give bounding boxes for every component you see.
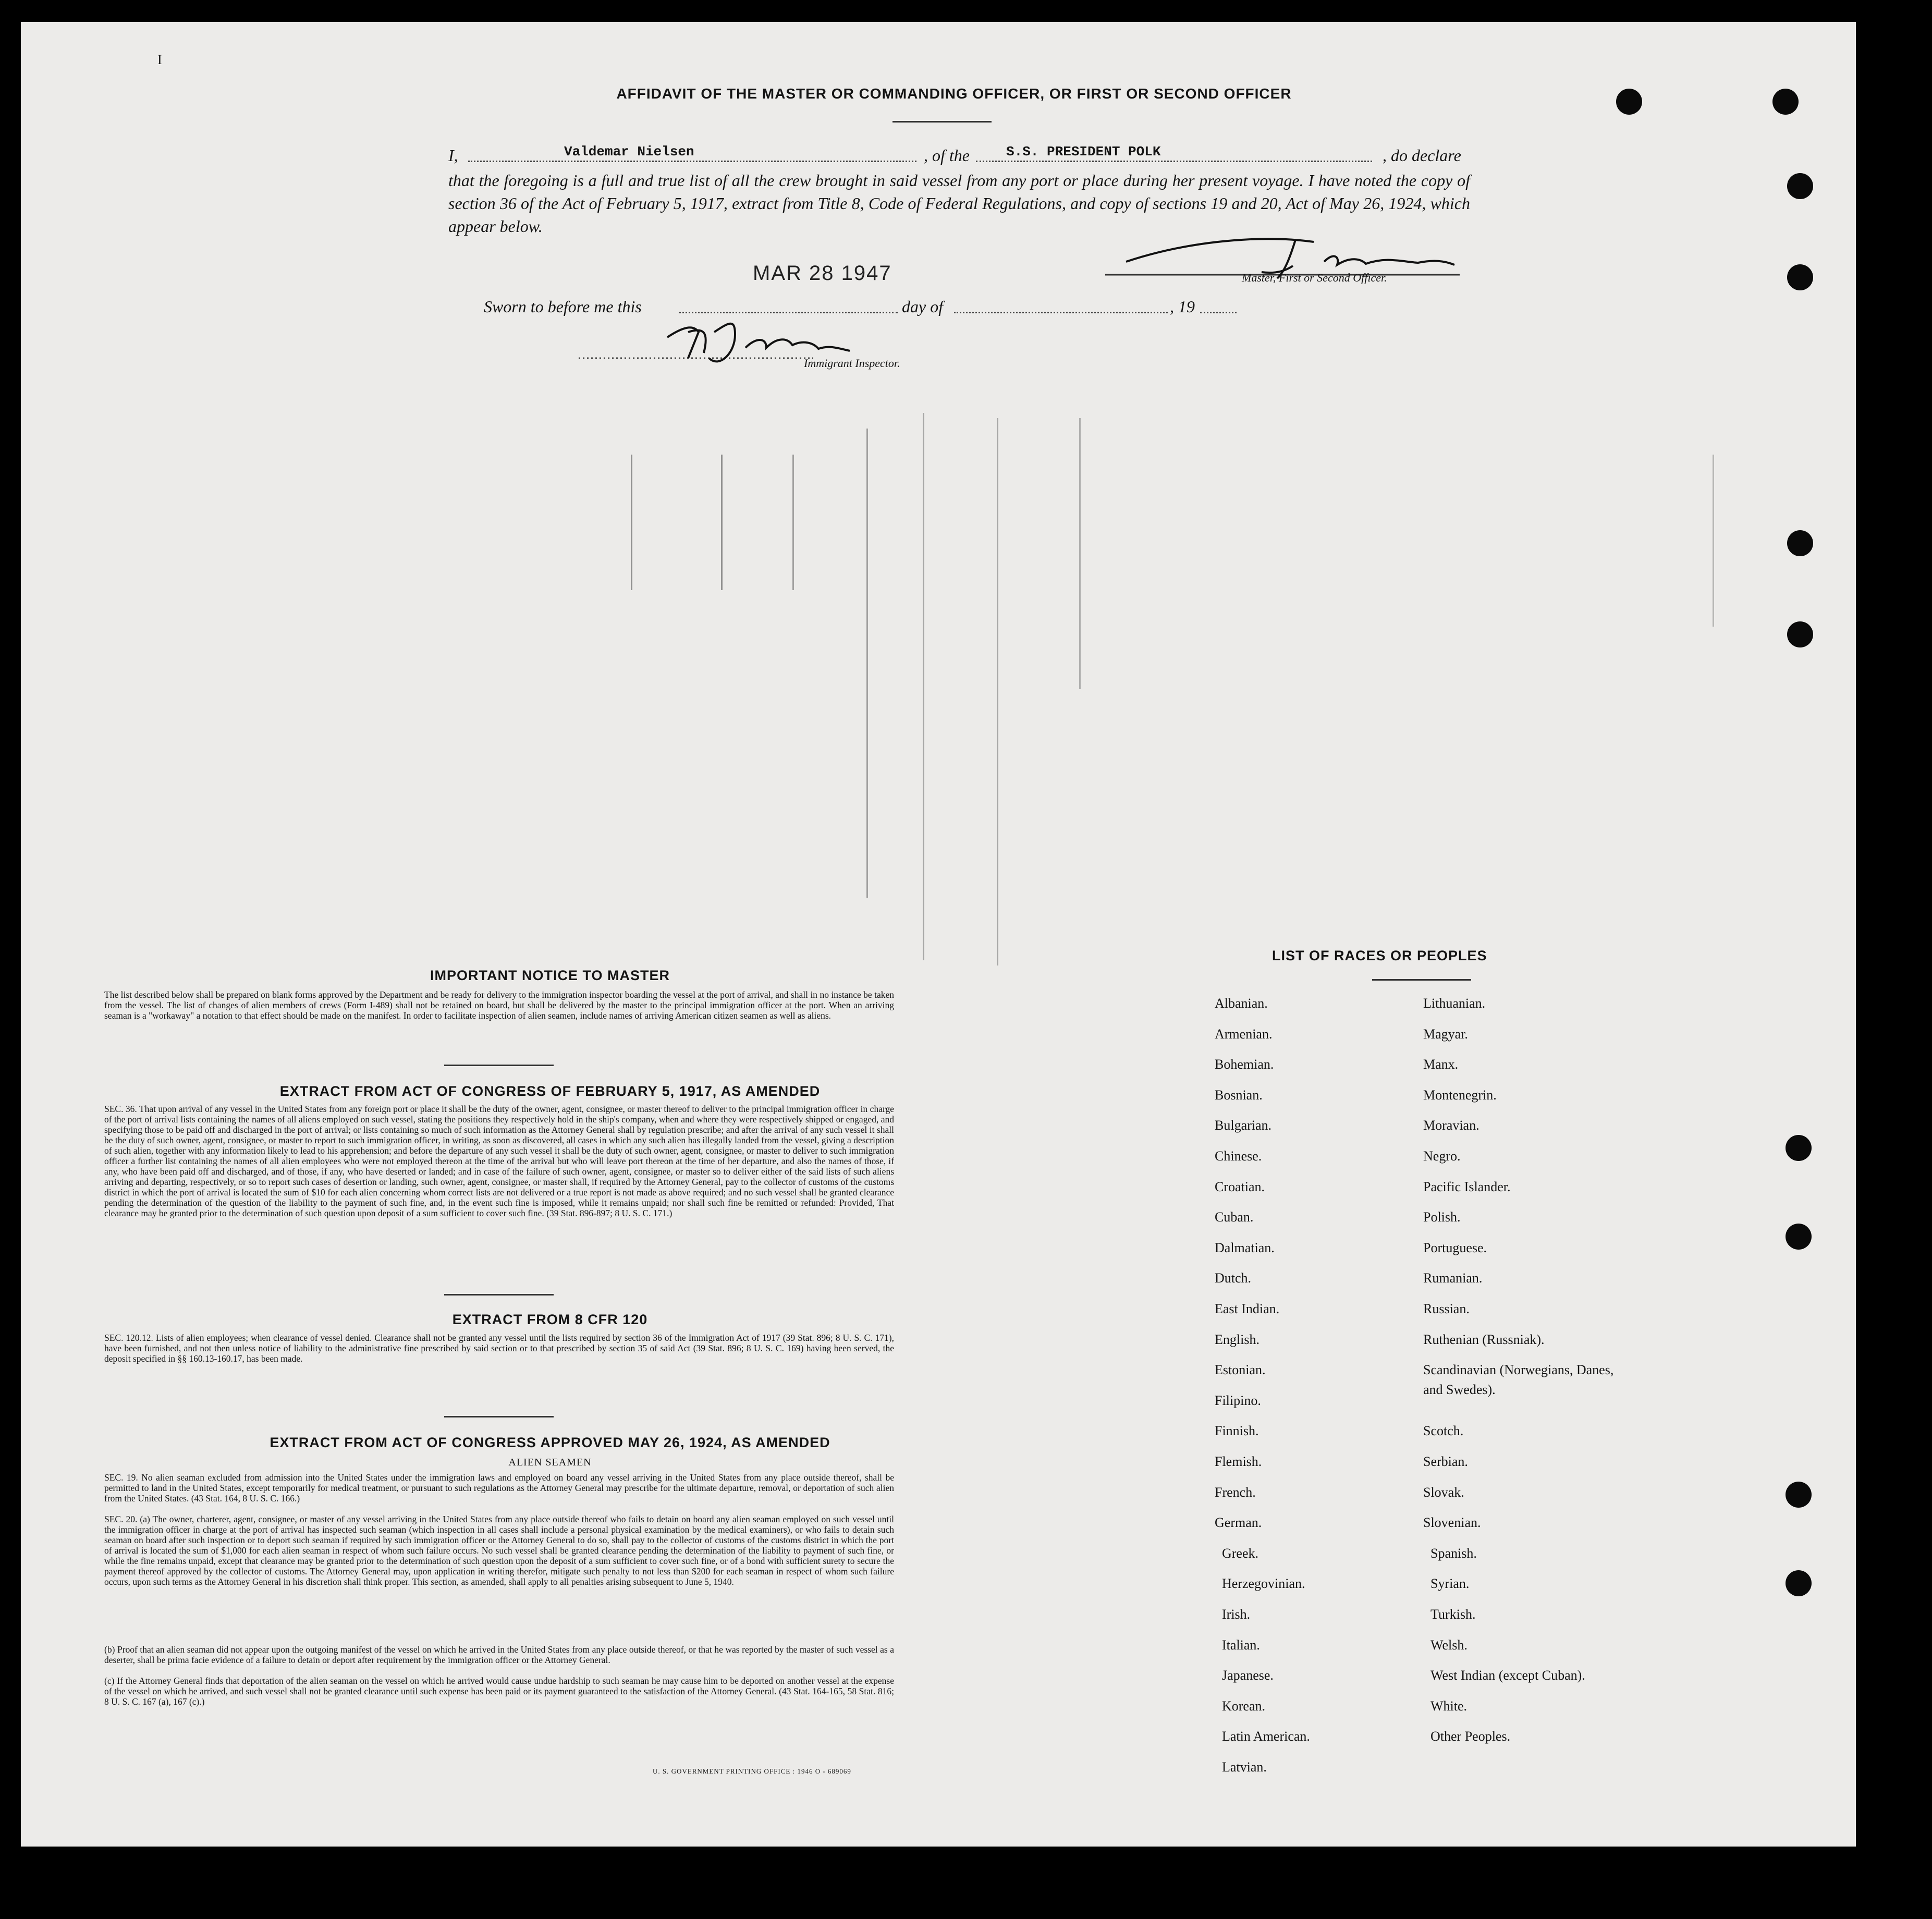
binder-hole <box>1786 1570 1812 1596</box>
extract-1917-body: SEC. 36. That upon arrival of any vessel in the United States from any foreign port or place it shall be the duty of the owner, agent, consignee, or master thereof to deliver to the principal immigration officer in charge of the port of arrival lists containing the names of all aliens employed on such vessel, stating the positions they respectively hold in the ship's company, when and where they were respectively shipped or engaged, and specifying those to be paid off and discharged in the port of arrival; or lists containing so much of such information as the Attorney General shall by regulation prescribe; and after the arrival of any such vessel it shall be the duty of such owner, agent, consignee, or master to report to such immigration officer, in writing, as soon as discovered, all cases in which any such alien has illegally landed from the vessel, giving a description of such alien, together with any information likely to lead to his apprehension; and before the departure of any such vessel it shall be the duty of such owner, agent, consignee, or master to deliver to such immigration officer a further list containing the names of all alien employees who were not employed thereon at the time of the arrival but who will leave port thereon at the time of her departure, and also the names of those, if any, who have been paid off and discharged, and of those, if any, who have deserted or landed; and in case of the failure of such owner, agent, consignee, or master so to deliver either of the said lists of such aliens arriving and departing, respectively, or so to report such cases of desertion or landing, such owner, agent, consignee, or master shall, if required by the Attorney General, pay to the collector of customs of the customs district in which the port of arrival is located the sum of $10 for each alien concerning whom correct lists are not delivered or a true report is not made as above required; and no such vessel shall be granted clearance pending the determination of the question of the liability to the payment of such fine, and, in the event such fine is imposed, while it remains unpaid; nor shall such fine be remitted or refunded: Provided, That clearance may be granted prior to the determination of such question upon deposit of a sum sufficient to cover such fine. (39 Stat. 896-897; 8 U. S. C. 171.) <box>104 1104 894 1218</box>
race-item: White. <box>1430 1698 1468 1714</box>
race-item: Japanese. <box>1222 1668 1274 1683</box>
race-item: Spanish. <box>1430 1545 1477 1561</box>
column-line <box>1079 418 1081 689</box>
inspector-caption: Immigrant Inspector. <box>804 357 900 370</box>
race-item: Albanian. <box>1215 996 1268 1011</box>
column-line <box>997 418 998 965</box>
race-item: Serbian. <box>1423 1454 1468 1469</box>
race-item: Filipino. <box>1215 1392 1261 1408</box>
race-item: Bosnian. <box>1215 1087 1263 1103</box>
race-item: Negro. <box>1423 1148 1461 1164</box>
race-item: Slovak. <box>1423 1484 1464 1500</box>
vessel-name-value: S.S. PRESIDENT POLK <box>1006 144 1161 160</box>
race-item: Flemish. <box>1215 1454 1262 1469</box>
divider <box>444 1065 554 1066</box>
race-item: Finnish. <box>1215 1423 1259 1439</box>
extract-1924-sec19: SEC. 19. No alien seaman excluded from admission into the United States under the immigration laws and employed on board any vessel arriving in the United States from any place outside thereof, shall be permitted to land in the United States, except temporarily for medical treatment, or pursuant to such regulations as the Attorney General may prescribe for the ultimate departure, removal, or deportation of such alien from the United States. (43 Stat. 164, 8 U. S. C. 166.) <box>104 1472 894 1504</box>
binder-hole <box>1786 1482 1812 1508</box>
race-item: Croatian. <box>1215 1179 1265 1194</box>
extract-1924-sec20b: (b) Proof that an alien seaman did not appear upon the outgoing manifest of the vessel on which he arrived in the United States from any place outside thereof, or that he was reported by the master of such vessel as a deserter, shall be prima facie evidence of a failure to detain or deport after requirement by the immigration officer or the Attorney General. <box>104 1644 894 1665</box>
race-item: Bulgarian. <box>1215 1118 1272 1133</box>
race-item: Cuban. <box>1215 1209 1254 1225</box>
race-item: Rumanian. <box>1423 1270 1483 1286</box>
race-item: Lithuanian. <box>1423 996 1486 1011</box>
affidavit-title: AFFIDAVIT OF THE MASTER OR COMMANDING OFFICER, OR FIRST OR SECOND OFFICER <box>616 85 1292 102</box>
alien-seamen-subtitle: ALIEN SEAMEN <box>508 1457 592 1468</box>
binder-hole <box>1787 173 1813 199</box>
race-item: French. <box>1215 1484 1256 1500</box>
divider <box>444 1416 554 1417</box>
race-item: Herzegovinian. <box>1222 1576 1305 1592</box>
race-item: East Indian. <box>1215 1301 1280 1316</box>
binder-hole <box>1787 621 1813 647</box>
year-line <box>1200 312 1237 313</box>
race-item: Other Peoples. <box>1430 1729 1511 1744</box>
column-line <box>1713 455 1714 627</box>
race-item: Slovenian. <box>1423 1515 1481 1531</box>
year-label: , 19 <box>1170 297 1195 316</box>
race-item: West Indian (except Cuban). <box>1430 1668 1585 1683</box>
date-stamp: MAR 28 1947 <box>753 262 892 285</box>
race-item: Russian. <box>1423 1301 1470 1316</box>
race-item: Korean. <box>1222 1698 1266 1714</box>
column-line <box>721 455 723 590</box>
race-item: Moravian. <box>1423 1118 1479 1133</box>
title-rule <box>892 121 992 123</box>
races-rule <box>1372 979 1471 981</box>
race-item: Pacific Islander. <box>1423 1179 1511 1194</box>
column-line <box>866 429 868 898</box>
race-item: Ruthenian (Russniak). <box>1423 1331 1545 1347</box>
race-item: Latin American. <box>1222 1729 1310 1744</box>
extract-cfr-title: EXTRACT FROM 8 CFR 120 <box>452 1312 648 1327</box>
race-item: Dalmatian. <box>1215 1240 1275 1255</box>
race-item: Bohemian. <box>1215 1057 1274 1072</box>
extract-1917-title: EXTRACT FROM ACT OF CONGRESS OF FEBRUARY 5, 1917, AS AMENDED <box>279 1083 821 1099</box>
extract-cfr-body: SEC. 120.12. Lists of alien employees; when clearance of vessel denied. Clearance shall not be granted any vessel until the lists required by section 36 of the Immigration Act of 1917 (39 Stat. 896; 8 U. S. C. 171), have been furnished, and not then unless notice of liability to the administrative fine prescribed by said section or to that prescribed by section 35 of said Act (39 Stat. 896; 8 U. S. C. 169) having been served, the deposit specified in §§ 160.13-160.17, has been made. <box>104 1333 894 1364</box>
day-line <box>679 312 898 313</box>
race-item: Montenegrin. <box>1423 1087 1497 1103</box>
race-item: English. <box>1215 1331 1260 1347</box>
affidavit-of-the: , of the <box>924 146 970 165</box>
column-line <box>923 413 924 960</box>
race-item: Scandinavian (Norwegians, Danes, and Swedes). <box>1423 1362 1614 1398</box>
master-caption: Master, First or Second Officer. <box>1242 271 1387 284</box>
page-mark: I <box>157 52 162 67</box>
race-item: German. <box>1215 1515 1262 1531</box>
notice-title: IMPORTANT NOTICE TO MASTER <box>430 968 670 983</box>
master-name-value: Valdemar Nielsen <box>564 144 694 160</box>
race-item: Chinese. <box>1215 1148 1262 1164</box>
extract-1924-sec20a: SEC. 20. (a) The owner, charterer, agent, consignee, or master of any vessel arriving in the United States from any place outside thereof who fails to detain on board any alien seaman employed on such vessel until the immigration officer in charge at the port of arrival has inspected such seaman (which inspection in all cases shall include a personal physical examination by the medical examiners), or who fails to detain such seaman on board after such inspection or to deport such seaman if required by such immigration officer or the Attorney General to do so, shall pay to the collector of customs of the customs district in which the port of arrival is located the sum of $1,000 for each alien seaman in respect of whom such failure occurs. No such vessel shall be granted clearance pending the determination of the liability to payment of such fine, or while the fine remains unpaid, except that clearance may be granted prior to the determination of such question upon the deposit of a sum sufficient to cover such fine, or of a bond with sufficient surety to secure the payment thereof approved by the collector of customs. The Attorney General may, upon application in writing therefor, mitigate such penalty to not less than $200 for each seaman in respect of whom such failure occurs, upon such terms as the Attorney General in his discretion shall think proper. This section, as amended, shall apply to all penalties arising subsequent to June 5, 1940. <box>104 1514 894 1587</box>
race-item: Portuguese. <box>1423 1240 1487 1255</box>
race-item: Polish. <box>1423 1209 1461 1225</box>
divider <box>444 1294 554 1295</box>
race-item: Scotch. <box>1423 1423 1464 1439</box>
binder-hole <box>1786 1135 1812 1161</box>
master-name-line <box>468 161 916 162</box>
month-line <box>954 312 1168 313</box>
race-item: Irish. <box>1222 1607 1251 1622</box>
binder-hole <box>1786 1224 1812 1250</box>
race-item: Latvian. <box>1222 1759 1267 1775</box>
binder-hole <box>1787 264 1813 290</box>
vessel-line <box>976 161 1372 162</box>
document-page <box>21 22 1856 1847</box>
affidavit-i: I, <box>448 146 458 165</box>
sworn-label: Sworn to before me this <box>484 297 642 316</box>
race-item: Armenian. <box>1215 1026 1273 1042</box>
affidavit-body: that the foregoing is a full and true list of all the crew brought in said vessel from any port or place during her present voyage. I have noted the copy of section 36 of the Act of February 5, 1917, extract from Title 8, Code of Federal Regulations, and copy of sections 19 and 20, Act of May 26, 1924, which appear below. <box>448 171 1470 236</box>
race-item: Italian. <box>1222 1637 1260 1653</box>
column-line <box>792 455 794 590</box>
affidavit-do-declare: , do declare <box>1383 146 1461 165</box>
notice-body: The list described below shall be prepared on blank forms approved by the Department and be ready for delivery to the immigration inspector boarding the vessel at the port of arrival, and shall in no instance be taken from the vessel. The list of changes of alien members of crews (Form I-489) shall not be retained on board, but shall be delivered by the master to the principal immigration officer at the port. When an arriving seaman is a "workaway" a notation to that effect should be made on the manifest. In order to facilitate inspection of alien seamen, include names of arriving American citizen seamen as well as aliens. <box>104 989 894 1021</box>
column-line <box>631 455 632 590</box>
race-item: Welsh. <box>1430 1637 1468 1653</box>
extract-1924-sec20c: (c) If the Attorney General finds that deportation of the alien seaman on the vessel on which he arrived would cause undue hardship to such seaman he may cause him to be deported on another vessel at the expense of the vessel on which he arrived, and such vessel shall not be granted clearance until such expense has been paid or its payment guaranteed to the satisfaction of the Attorney General. (43 Stat. 164-165, 58 Stat. 816; 8 U. S. C. 167 (a), 167 (c).) <box>104 1676 894 1707</box>
race-item: Dutch. <box>1215 1270 1252 1286</box>
race-item: Syrian. <box>1430 1576 1470 1592</box>
printing-office-imprint: U. S. GOVERNMENT PRINTING OFFICE : 1946 O - 689069 <box>653 1767 851 1775</box>
race-item: Manx. <box>1423 1057 1459 1072</box>
race-item: Magyar. <box>1423 1026 1468 1042</box>
race-item: Greek. <box>1222 1545 1259 1561</box>
race-item: Turkish. <box>1430 1607 1476 1622</box>
day-of-label: day of <box>902 297 944 316</box>
binder-hole <box>1787 530 1813 556</box>
race-item: Estonian. <box>1215 1362 1266 1378</box>
races-title: LIST OF RACES OR PEOPLES <box>1272 948 1487 963</box>
extract-1924-title: EXTRACT FROM ACT OF CONGRESS APPROVED MAY 26, 1924, AS AMENDED <box>270 1435 830 1450</box>
